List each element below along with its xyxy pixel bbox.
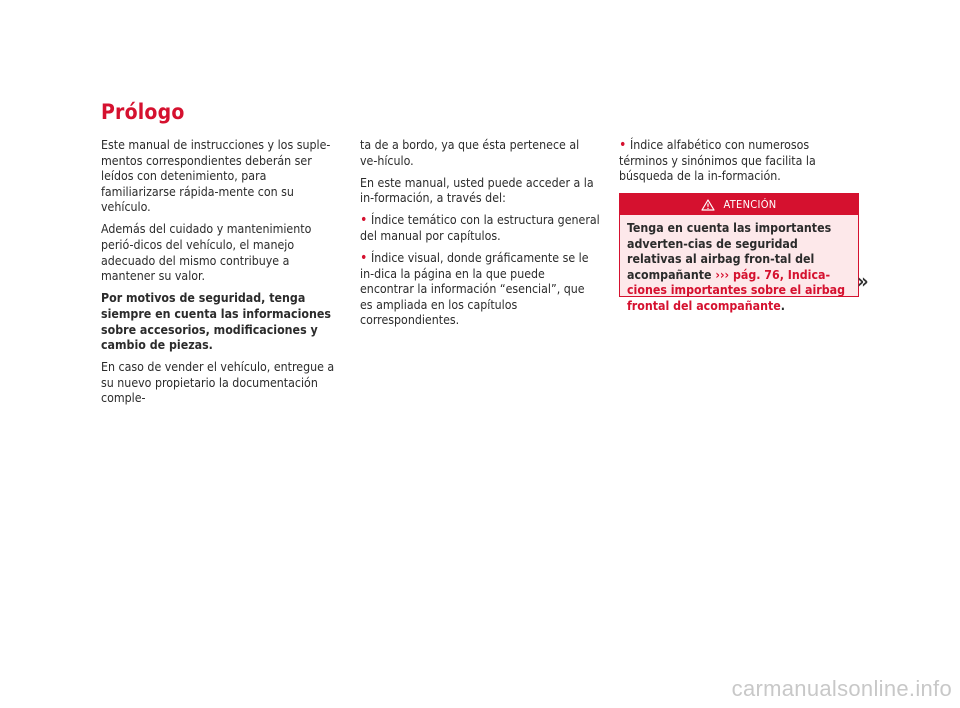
- list-item-text: Índice visual, donde gráficamente se le in-dica la página en la que puede encontrar la información “esencial”, que es ampliada en los capítulos correspondientes.: [360, 251, 589, 328]
- list-item: [619, 138, 859, 185]
- page-reference-link[interactable]: ››› pág. 76, Indica-ciones importantes sobre el airbag frontal del acompañante: [627, 267, 845, 313]
- text-column-1: [101, 138, 341, 414]
- watermark: carmanualsonline.info: [731, 676, 952, 701]
- warning-period: .: [780, 298, 785, 313]
- list-item: [360, 213, 600, 244]
- warning-triangle-icon: [701, 199, 715, 211]
- warning-text: [620, 215, 858, 315]
- continue-mark: »: [857, 269, 869, 293]
- paragraph: Además del cuidado y mantenimiento perió-dicos del vehículo, el manejo adecuado del mismo contribuye a mantener su valor.: [101, 222, 312, 284]
- list-item-text: Índice alfabético con numerosos términos y sinónimos que facilita la búsqueda de la in-formación.: [619, 138, 816, 184]
- paragraph: Este manual de instrucciones y los suple-mentos correspondientes deberán ser leídos con detenimiento, para familiarizarse rápida-mente con su vehículo.: [101, 138, 331, 215]
- warning-body-text: Tenga en cuenta las importantes adverten-cias de seguridad relativas al airbag fron-tal del acompañante: [627, 221, 832, 282]
- paragraph: En caso de vender el vehículo, entregue a su nuevo propietario la documentación comple-: [101, 360, 335, 406]
- list-item-text: Índice temático con la estructura general del manual por capítulos.: [360, 213, 600, 243]
- bullet-icon: •: [360, 212, 368, 229]
- list-item: [360, 251, 600, 329]
- paragraph: En este manual, usted puede acceder a la in-formación, a través del:: [360, 175, 594, 206]
- paragraph-bold: Por motivos de seguridad, tenga siempre en cuenta las informaciones sobre accesorios, modificaciones y cambio de piezas.: [101, 291, 331, 353]
- warning-box: [619, 193, 859, 313]
- page-title: Prólogo: [101, 100, 185, 124]
- text-column-2: [360, 138, 600, 336]
- warning-label: ATENCIÓN: [723, 198, 777, 211]
- paragraph: ta de a bordo, ya que ésta pertenece al ve-hículo.: [360, 138, 580, 168]
- text-column-3: [619, 138, 859, 191]
- bullet-icon: •: [360, 250, 368, 267]
- warning-header: [620, 194, 858, 215]
- bullet-icon: •: [619, 137, 627, 153]
